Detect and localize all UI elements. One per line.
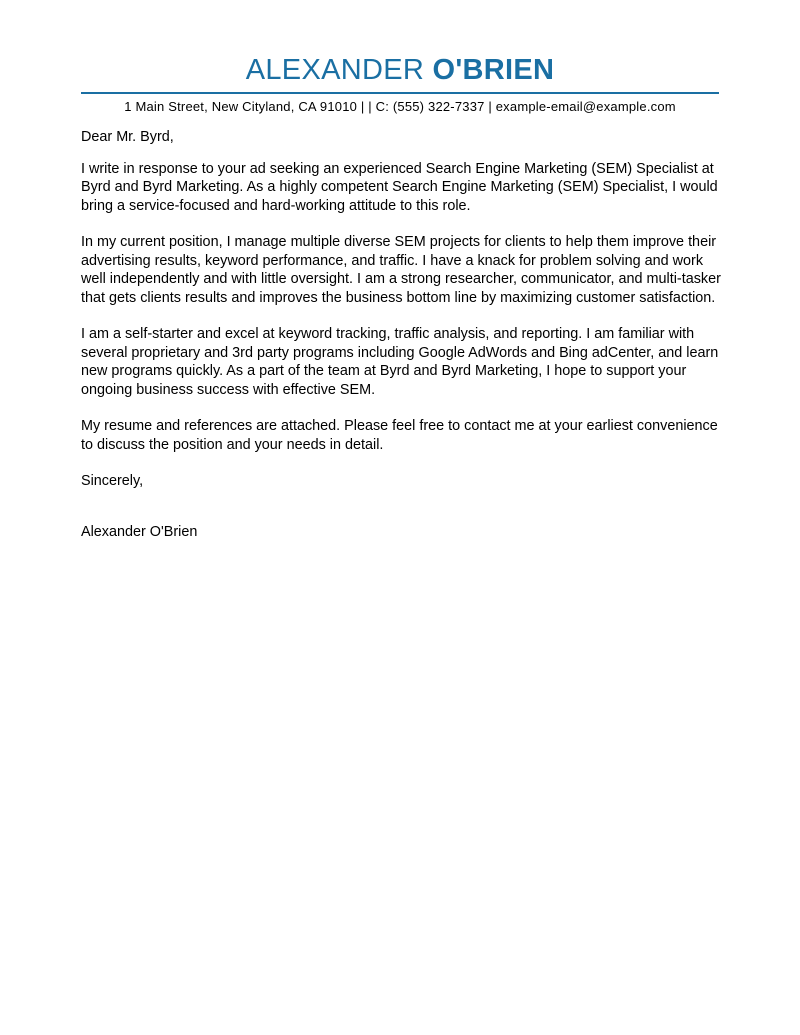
- paragraph-intro: I write in response to your ad seeking an experienced Search Engine Marketing (SEM) Specialist at Byrd and Byrd Marketing. As a highly competent Search Engine Marketing (SEM) Specialist, I would bring a service-focused and hard-working attitude to this role.: [81, 160, 718, 214]
- letter-body: [81, 128, 721, 559]
- header-divider: [81, 92, 719, 94]
- paragraph-skills: I am a self-starter and excel at keyword tracking, traffic analysis, and reporting. I am familiar with several proprietary and 3rd party programs including Google AdWords and Bing adCenter, and learn new programs quickly. As a part of the team at Byrd and Byrd Marketing, I hope to support your ongoing business success with effective SEM.: [81, 326, 719, 398]
- contact-line: 1 Main Street, New Cityland, CA 91010 | | C: (555) 322-7337 | example-email@example.com: [124, 99, 676, 114]
- paragraph-experience: In my current position, I manage multiple diverse SEM projects for clients to help them improve their advertising results, keyword performance, and traffic. I have a knack for problem solving and work well independently and with little oversight. I am a strong researcher, communicator, and multi-tasker that gets clients results and improves the business bottom line by maximizing customer satisfaction.: [81, 234, 721, 306]
- signature: Alexander O'Brien: [81, 523, 198, 540]
- last-name: O'BRIEN: [432, 54, 555, 86]
- closing: Sincerely,: [81, 473, 144, 489]
- first-name: ALEXANDER: [245, 54, 425, 86]
- salutation: Dear Mr. Byrd,: [81, 129, 174, 145]
- letterhead: [81, 52, 719, 88]
- applicant-name: [81, 52, 719, 88]
- paragraph-closing: My resume and references are attached. Please feel free to contact me at your earliest convenience to discuss the position and your needs in detail.: [81, 418, 718, 453]
